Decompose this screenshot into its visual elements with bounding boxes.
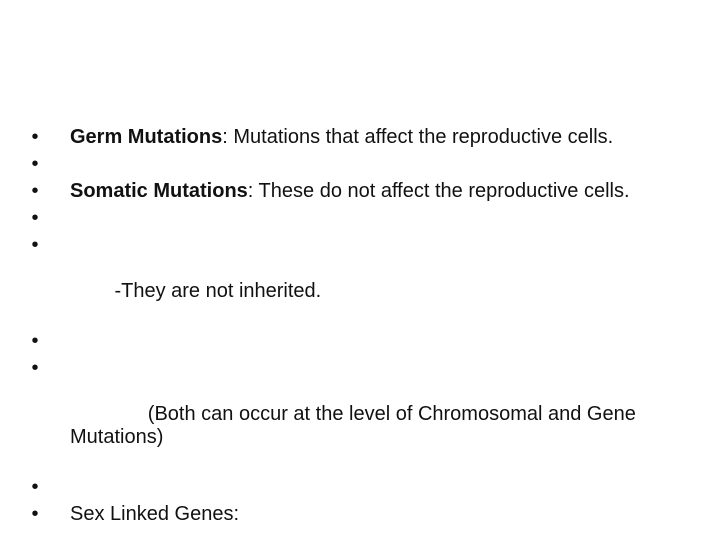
- list-item-not-inherited: [28, 234, 688, 326]
- bullet-dot: •: [31, 207, 39, 229]
- bullet-dot: •: [31, 126, 39, 148]
- bullet-dot: •: [31, 153, 39, 175]
- list-item-germ-mutations: [28, 126, 688, 149]
- not-inherited-text: -They are not inherited.: [103, 280, 322, 302]
- germ-mutations-definition: : Mutations that affect the reproductive cells.: [222, 126, 614, 148]
- bullet-dot: •: [31, 503, 39, 525]
- bullet-list: [28, 126, 688, 530]
- list-item-empty: [28, 476, 688, 499]
- bullet-dot: •: [31, 330, 39, 352]
- list-item-empty: [28, 330, 688, 353]
- list-item-somatic-mutations: [28, 180, 688, 203]
- sex-linked-genes-text: Sex Linked Genes:: [70, 503, 239, 525]
- somatic-mutations-definition: : These do not affect the reproductive cells.: [247, 180, 630, 202]
- bullet-dot: •: [31, 357, 39, 379]
- germ-mutations-term: Germ Mutations: [70, 126, 223, 148]
- bullet-dot: •: [31, 234, 39, 256]
- list-item-empty: [28, 207, 688, 230]
- list-item-empty: [28, 153, 688, 176]
- bullet-dot: •: [31, 180, 39, 202]
- both-can-occur-text: (Both can occur at the level of Chromosomal and Gene Mutations): [70, 403, 642, 448]
- list-item-both-can-occur: [28, 357, 688, 472]
- list-item-sex-linked-genes: [28, 503, 688, 526]
- bullet-dot: •: [31, 476, 39, 498]
- somatic-mutations-term: Somatic Mutations: [70, 180, 248, 202]
